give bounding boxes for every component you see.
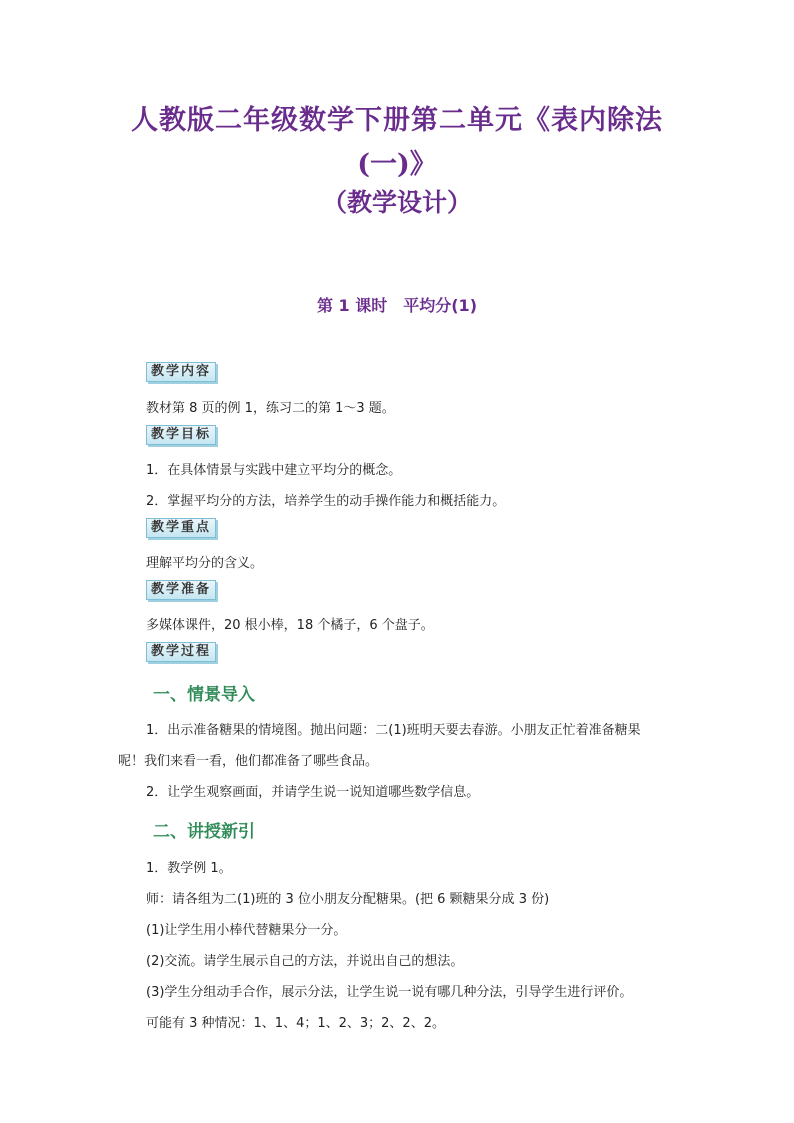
section-tag-goals: 教学目标: [146, 425, 216, 445]
section-tag-content: 教学内容: [146, 362, 216, 382]
section-tag-process: 教学过程: [146, 642, 216, 662]
intro-paragraph-1a: 1．出示准备糖果的情境图。抛出问题：二(1)班明天要去春游。小朋友正忙着准备糖果: [146, 723, 641, 738]
prep-text: 多媒体课件，20 根小棒，18 个橘子，6 个盘子。: [146, 618, 434, 633]
goal-item-1: 1．在具体情景与实践中建立平均分的概念。: [146, 463, 402, 478]
new-paragraph-1: 1．教学例 1。: [146, 861, 232, 876]
new-paragraph-2: 师：请各组为二(1)班的 3 位小朋友分配糖果。(把 6 颗糖果分成 3 份): [146, 892, 550, 907]
intro-paragraph-1b: 呢！我们来看一看，他们都准备了哪些食品。: [118, 754, 379, 769]
doc-title-line3: （教学设计）: [321, 188, 472, 217]
new-paragraph-3: (1)让学生用小棒代替糖果分一分。: [146, 923, 347, 938]
goal-item-2: 2．掌握平均分的方法，培养学生的动手操作能力和概括能力。: [146, 494, 506, 509]
doc-title-line2: (一)》: [357, 149, 437, 180]
section-tag-prep: 教学准备: [146, 580, 216, 600]
section-tag-key: 教学重点: [146, 518, 216, 538]
content-text: 教材第 8 页的例 1，练习二的第 1～3 题。: [146, 401, 395, 416]
intro-paragraph-2: 2．让学生观察画面，并请学生说一说知道哪些数学信息。: [146, 785, 480, 800]
new-paragraph-4: (2)交流。请学生展示自己的方法，并说出自己的想法。: [146, 954, 464, 969]
doc-title-line1: 人教版二年级数学下册第二单元《表内除法: [131, 105, 663, 136]
section-heading-intro: 一、情景导入: [153, 685, 255, 705]
new-paragraph-5: (3)学生分组动手合作，展示分法，让学生说一说有哪几种分法，引导学生进行评价。: [146, 985, 633, 1000]
new-paragraph-6: 可能有 3 种情况：1、1、4；1、2、3；2、2、2。: [146, 1016, 445, 1031]
key-text: 理解平均分的含义。: [146, 556, 264, 571]
lesson-title: 第 1 课时 平均分(1): [316, 296, 478, 315]
section-heading-new: 二、讲授新引: [153, 822, 255, 842]
